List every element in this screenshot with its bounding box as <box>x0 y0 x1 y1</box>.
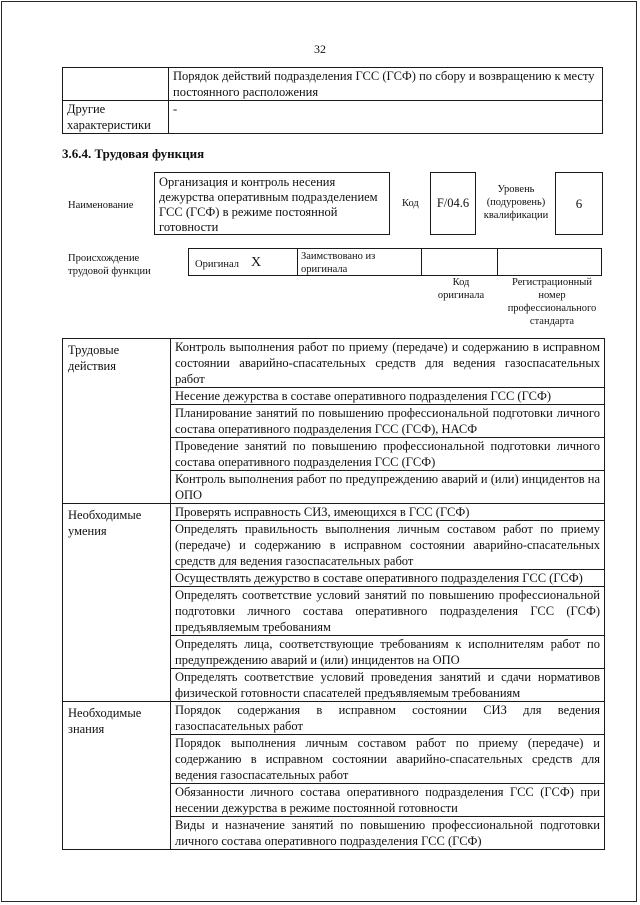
table-row: Виды и назначение занятий по повышению профессиональной подготовки личного состава оперативного подразделения ГСС (ГСФ) <box>171 817 605 850</box>
function-details-table <box>62 338 605 850</box>
level-box <box>555 172 603 235</box>
function-name: Организация и контроль несения дежурства оперативным подразделением ГСС (ГСФ) в режиме постоянной готовности <box>159 175 378 234</box>
original-mark: X <box>251 255 262 270</box>
level-label: Уровень (подуровень) квалификации <box>483 184 549 221</box>
other-characteristics-value: - <box>169 101 603 134</box>
previous-function-table <box>62 67 603 134</box>
table-row: Порядок содержания в исправном состоянии СИЗ для ведения газоспасательных работ <box>171 702 605 735</box>
origin-label: Происхождение трудовой функции <box>68 253 151 277</box>
origin-box <box>188 248 602 276</box>
table-row: Определять соответствие условий проведения занятий и сдачи нормативов физической готовности спасателей предъявляемым требованиям <box>171 669 605 702</box>
table-row: Определять правильность выполнения личным составом работ по приему (передаче) и содержанию в исправном состоянии аварийно-спасательных средств для ведения газоспасательных работ <box>171 521 605 570</box>
table-row: Проверять исправность СИЗ, имеющихся в ГСС (ГСФ) <box>171 504 605 521</box>
table-row: Контроль выполнения работ по приему (передаче) и содержанию в исправном состоянии аварийно-спасательных средств для ведения газоспасательных работ <box>171 339 605 388</box>
table-row: Определять лица, соответствующие требованиям к исполнителям работ по предупреждению аварий и (или) инцидентов на ОПО <box>171 636 605 669</box>
previous-item-text: Порядок действий подразделения ГСС (ГСФ) по сбору и возвращению к месту постоянного расположения <box>169 68 603 101</box>
other-characteristics-label: Другие характеристики <box>63 101 169 134</box>
page-number: 32 <box>314 42 326 56</box>
table-row: Обязанности личного состава оперативного подразделения ГСС (ГСФ) при несении дежурства в режиме постоянной готовности <box>171 784 605 817</box>
section-title: 3.6.4. Трудовая функция <box>62 146 205 161</box>
table-row: Порядок выполнения личным составом работ по приему (передаче) и содержанию в исправном состоянии аварийно-спасательных средств для ведения газоспасательных работ <box>171 735 605 784</box>
section-title-skills: Необходимые умения <box>63 504 171 702</box>
table-row: Осуществлять дежурство в составе оперативного подразделения ГСС (ГСФ) <box>171 570 605 587</box>
code-box <box>430 172 476 235</box>
table-row: Несение дежурства в составе оперативного подразделения ГСС (ГСФ) <box>171 388 605 405</box>
function-name-box <box>154 172 390 235</box>
previous-label-cell <box>63 68 169 101</box>
table-row: Контроль выполнения работ по предупреждению аварий и (или) инцидентов на ОПО <box>171 471 605 504</box>
code-original-caption: Код оригинала <box>437 277 485 301</box>
code-label: Код <box>402 198 419 209</box>
table-row: Планирование занятий по повышению профессиональной подготовки личного состава оперативного подразделения ГСС (ГСФ), НАСФ <box>171 405 605 438</box>
table-row: Определять соответствие условий занятий по повышению профессиональной подготовки личного состава оперативного подразделения ГСС (ГСФ) предъявляемым требованиям <box>171 587 605 636</box>
section-title-labor-actions: Трудовые действия <box>63 339 171 504</box>
borrowed-label: Заимствовано из оригинала <box>301 251 376 275</box>
qualification-level: 6 <box>575 195 583 211</box>
function-code: F/04.6 <box>436 196 470 210</box>
reg-number-caption: Регистрационный номер профессионального стандарта <box>507 277 597 327</box>
name-label: Наименование <box>68 200 134 211</box>
original-label: Оригинал <box>195 259 239 270</box>
section-title-knowledge: Необходимые знания <box>63 702 171 850</box>
table-row: Проведение занятий по повышению профессиональной подготовки личного состава оперативного подразделения ГСС (ГСФ) <box>171 438 605 471</box>
